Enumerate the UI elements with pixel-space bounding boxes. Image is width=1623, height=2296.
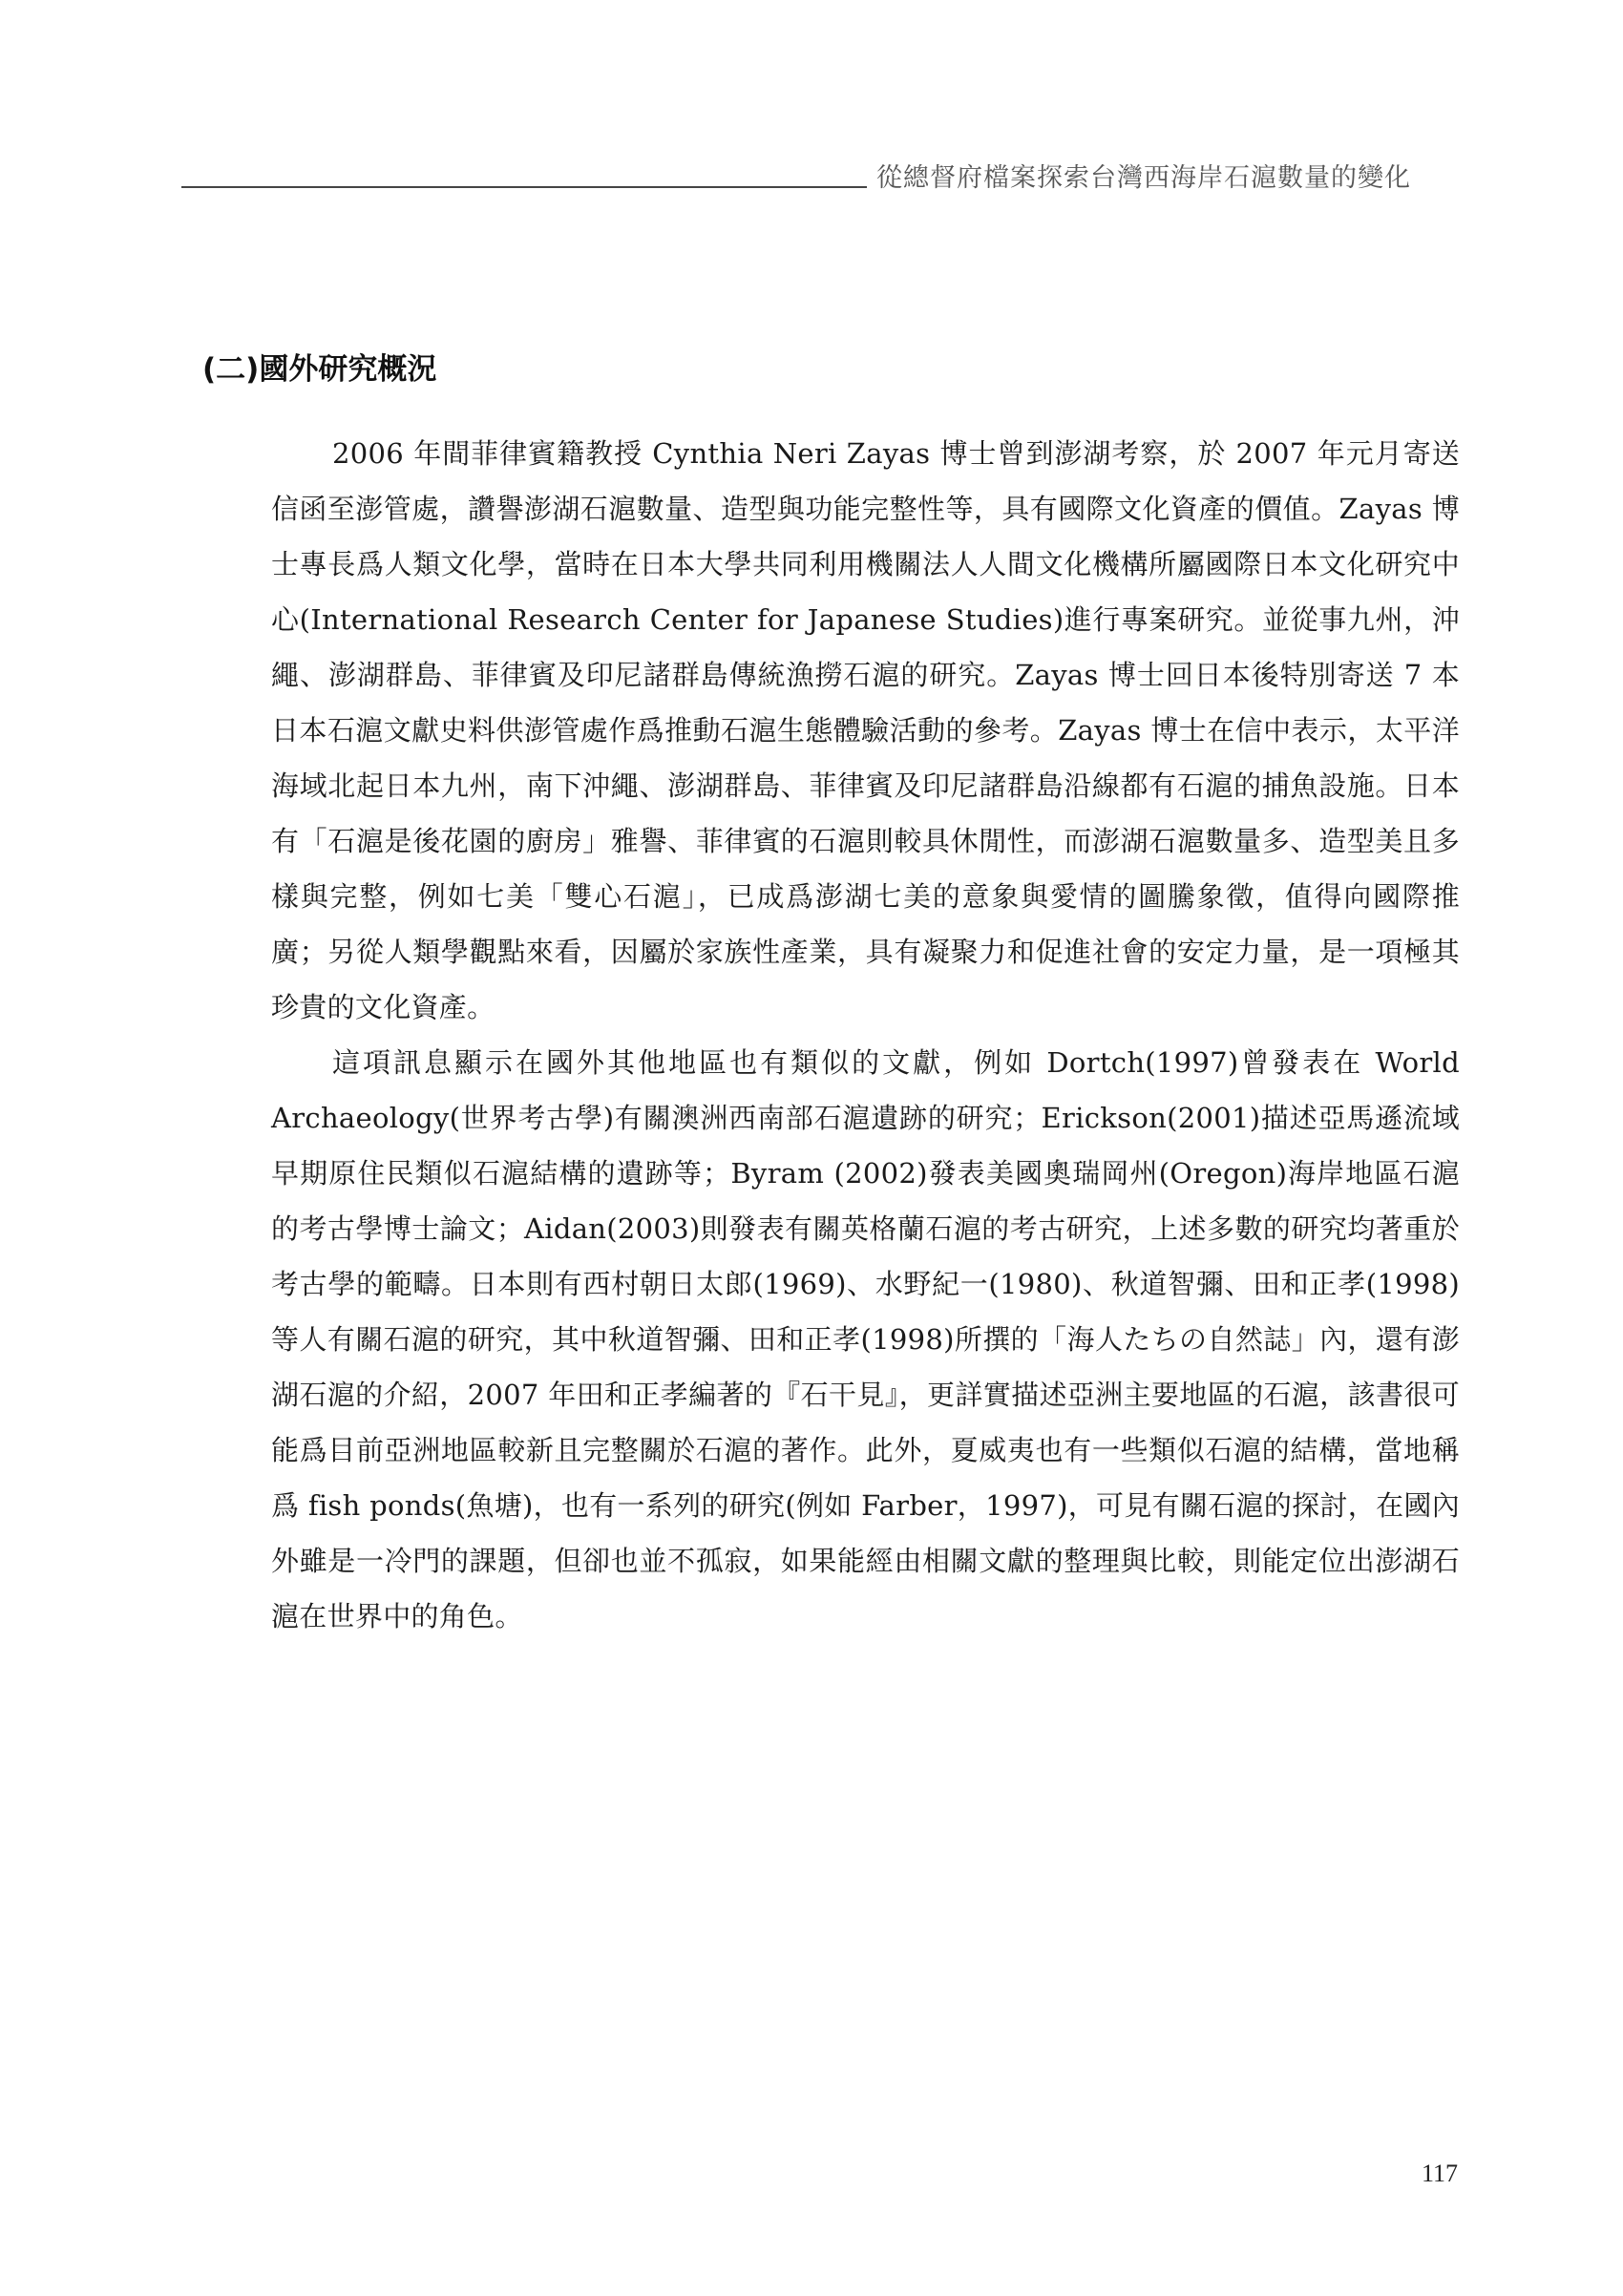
body-text bbox=[271, 426, 1460, 1644]
paragraph-2: 這項訊息顯示在國外其他地區也有類似的文獻，例如 Dortch(1997)曾發表在 World Archaeology(世界考古學)有關澳洲西南部石滬遺跡的研究；Erickson(2001)描述亞馬遜流域早期原住民類似石滬結構的遺跡等；Byram (2002)發表美國奧瑞岡州(Oregon)海岸地區石滬的考古學博士論文；Aidan(2003)則發表有關英格蘭石滬的考古研究，上述多數的研究均著重於考古學的範疇。日本則有西村朝日太郎(1969)、水野紀一(1980)、秋道智彌、田和正孝(1998)等人有關石滬的研究，其中秋道智彌、田和正孝(1998)所撰的「海人たちの自然誌」內，還有澎湖石滬的介紹，2007 年田和正孝編著的『石干見』，更詳實描述亞洲主要地區的石滬，該書很可能爲目前亞洲地區較新且完整關於石滬的著作。此外，夏威夷也有一些類似石滬的結構，當地稱爲 fish ponds(魚塘)，也有一系列的研究(例如 Farber，1997)，可見有關石滬的探討，在國內外雖是一冷門的課題，但卻也並不孤寂，如果能經由相關文獻的整理與比較，則能定位出澎湖石滬在世界中的角色。 bbox=[271, 1046, 1460, 1632]
running-title: 從總督府檔案探索台灣西海岸石滬數量的變化 bbox=[876, 163, 1411, 193]
header-rule bbox=[181, 186, 867, 188]
page-number: 117 bbox=[1421, 2159, 1458, 2187]
paragraph-1: 2006 年間菲律賓籍教授 Cynthia Neri Zayas 博士曾到澎湖考察，於 2007 年元月寄送信函至澎管處，讚譽澎湖石滬數量、造型與功能完整性等，具有國際文化資產的價值。Zayas 博士專長爲人類文化學，當時在日本大學共同利用機關法人人間文化機構所屬國際日本文化研究中心(International Research Center for Japanese Studies)進行專案研究。並從事九州，沖繩、澎湖群島、菲律賓及印尼諸群島傳統漁撈石滬的研究。Zayas 博士回日本後特別寄送 7 本日本石滬文獻史料供澎管處作爲推動石滬生態體驗活動的參考。Zayas 博士在信中表示，太平洋海域北起日本九州，南下沖繩、澎湖群島、菲律賓及印尼諸群島沿線都有石滬的捕魚設施。日本有「石滬是後花園的廚房」雅譽、菲律賓的石滬則較具休閒性，而澎湖石滬數量多、造型美且多樣與完整，例如七美「雙心石滬」，已成爲澎湖七美的意象與愛情的圖騰象徵，值得向國際推廣；另從人類學觀點來看，因屬於家族性產業，具有凝聚力和促進社會的安定力量，是一項極其珍貴的文化資產。 bbox=[271, 437, 1460, 1023]
section-heading: (二)國外研究概況 bbox=[202, 352, 437, 387]
